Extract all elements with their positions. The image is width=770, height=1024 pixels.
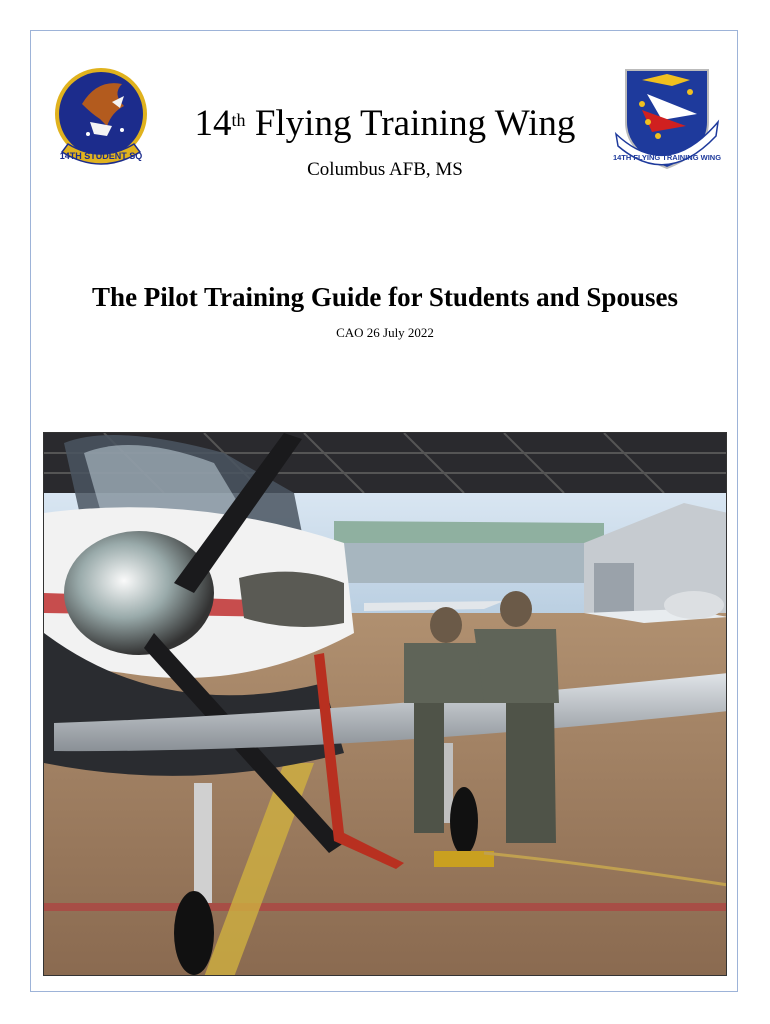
title-superscript: th bbox=[231, 110, 246, 130]
cover-photo bbox=[43, 432, 727, 976]
patch-text: 14TH STUDENT SQ bbox=[59, 151, 143, 161]
title-number: 14 bbox=[194, 103, 232, 144]
title-text: Flying Training Wing bbox=[245, 103, 576, 144]
guide-date: CAO 26 July 2022 bbox=[336, 325, 434, 340]
page-title bbox=[0, 102, 770, 146]
shield-text: 14TH FLYING TRAINING WING bbox=[612, 153, 722, 162]
location-subtitle: Columbus AFB, MS bbox=[307, 159, 463, 180]
photo-aircraft-hangar bbox=[44, 433, 727, 976]
guide-title: The Pilot Training Guide for Students and Spouses bbox=[92, 282, 678, 312]
